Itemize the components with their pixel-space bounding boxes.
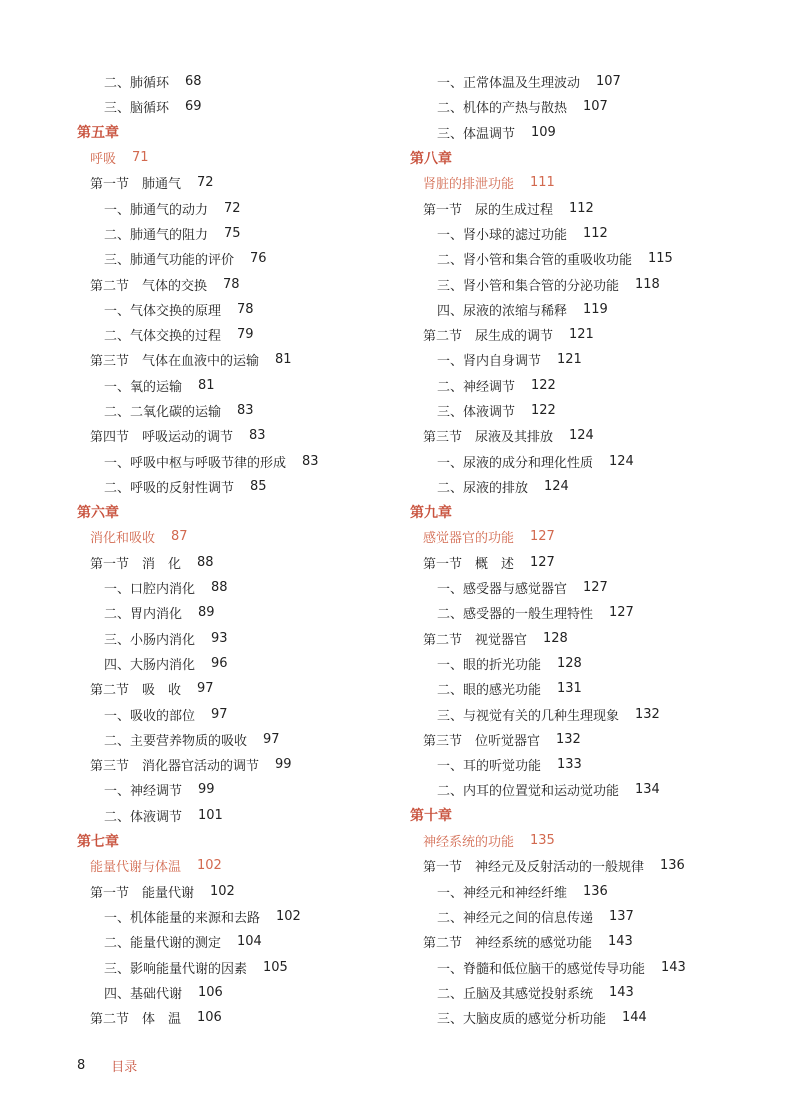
toc-subsection-entry — [410, 676, 750, 701]
toc-entry-title: 三、体液调节 — [437, 405, 516, 420]
toc-entry-title: 二、尿液的排放 — [437, 480, 529, 496]
toc-subsection-entry — [77, 69, 397, 94]
toc-subsection-entry — [77, 246, 397, 271]
toc-entry-title: 第一节 肺通气 — [90, 177, 182, 193]
toc-entry-page: 136 — [583, 883, 608, 899]
toc-entry-page: 97 — [263, 731, 280, 747]
toc-subsection-entry — [410, 297, 750, 322]
toc-subsection-entry — [410, 246, 750, 271]
toc-entry-title: 一、脊髓和低位脑干的感觉传导功能 — [437, 961, 646, 977]
toc-subsection-entry — [77, 322, 397, 347]
toc-entry-title: 肾脏的排泄功能 — [423, 177, 515, 193]
toc-entry-page: 102 — [210, 883, 235, 899]
toc-entry-title: 二、体液调节 — [104, 809, 183, 825]
toc-entry-title: 二、神经调节 — [437, 379, 516, 395]
toc-entry-page: 112 — [583, 225, 608, 241]
toc-entry-page: 121 — [569, 327, 594, 343]
toc-entry-page: 132 — [635, 706, 660, 722]
toc-entry-page: 127 — [583, 580, 608, 596]
toc-entry-page: 134 — [635, 782, 660, 798]
footer-label: 目录 — [111, 1060, 138, 1075]
toc-entry-title: 四、基础代谢 — [104, 986, 183, 1002]
toc-entry-page: 124 — [544, 478, 569, 494]
toc-section-entry — [410, 929, 750, 954]
toc-entry-page: 71 — [132, 150, 149, 166]
toc-entry-title: 三、小肠内消化 — [104, 632, 196, 648]
toc-entry-title: 第一节 能量代谢 — [90, 885, 195, 901]
toc-entry-page: 99 — [275, 757, 292, 773]
toc-entry-title: 第六章 — [77, 504, 119, 521]
toc-subsection-entry — [77, 626, 397, 651]
toc-subsection-entry — [410, 752, 750, 777]
toc-chapter-title — [77, 145, 397, 170]
toc-entry-page: 133 — [557, 757, 582, 773]
toc-entry-title: 三、与视觉有关的几种生理现象 — [437, 708, 620, 724]
toc-subsection-entry — [77, 980, 397, 1005]
toc-chapter-title — [410, 524, 750, 549]
toc-entry-page: 143 — [661, 959, 686, 975]
toc-left-column — [77, 69, 397, 1030]
toc-subsection-entry — [410, 373, 750, 398]
toc-section-entry — [410, 550, 750, 575]
toc-subsection-entry — [77, 727, 397, 752]
toc-subsection-entry — [410, 904, 750, 929]
toc-entry-title: 一、尿液的成分和理化性质 — [437, 455, 594, 471]
toc-entry-title: 二、感受器的一般生理特性 — [437, 607, 594, 623]
toc-entry-page: 121 — [557, 352, 582, 368]
toc-subsection-entry — [77, 904, 397, 929]
toc-entry-title: 一、口腔内消化 — [104, 582, 196, 598]
toc-subsection-entry — [77, 448, 397, 473]
toc-subsection-entry — [77, 94, 397, 119]
toc-entry-title: 第一节 神经元及反射活动的一般规律 — [423, 860, 645, 876]
toc-entry-page: 106 — [197, 1010, 222, 1026]
toc-subsection-entry — [410, 651, 750, 676]
toc-subsection-entry — [410, 474, 750, 499]
toc-chapter-title — [77, 524, 397, 549]
toc-entry-page: 127 — [609, 605, 634, 621]
toc-subsection-entry — [77, 221, 397, 246]
toc-entry-page: 81 — [275, 352, 292, 368]
toc-entry-title: 二、气体交换的过程 — [104, 329, 222, 345]
toc-entry-title: 第一节 尿的生成过程 — [423, 202, 554, 218]
toc-entry-page: 127 — [530, 529, 555, 545]
toc-entry-title: 二、肺循环 — [104, 76, 170, 92]
toc-entry-title: 第三节 消化器官活动的调节 — [90, 759, 260, 775]
toc-section-entry — [410, 626, 750, 651]
toc-entry-page: 102 — [276, 908, 301, 924]
toc-entry-title: 四、大肠内消化 — [104, 657, 196, 673]
toc-subsection-entry — [410, 398, 750, 423]
toc-subsection-entry — [410, 980, 750, 1005]
toc-subsection-entry — [77, 297, 397, 322]
toc-subsection-entry — [410, 448, 750, 473]
toc-entry-title: 能量代谢与体温 — [90, 860, 182, 876]
toc-entry-page: 72 — [197, 175, 214, 191]
toc-entry-title: 第十章 — [410, 808, 452, 825]
toc-entry-title: 一、机体能量的来源和去路 — [104, 910, 261, 926]
toc-chapter-title — [77, 853, 397, 878]
toc-entry-title: 二、呼吸的反射性调节 — [104, 480, 235, 496]
toc-subsection-entry — [77, 398, 397, 423]
toc-entry-title: 第一节 消 化 — [90, 556, 182, 572]
toc-entry-title: 第三节 位听觉器官 — [423, 733, 541, 749]
toc-entry-page: 135 — [530, 833, 555, 849]
toc-entry-title: 一、眼的折光功能 — [437, 657, 542, 673]
toc-entry-page: 87 — [171, 529, 188, 545]
toc-section-entry — [77, 1005, 397, 1030]
toc-entry-title: 二、二氧化碳的运输 — [104, 405, 222, 420]
toc-section-entry — [410, 727, 750, 752]
toc-subsection-entry — [410, 1005, 750, 1030]
toc-subsection-entry — [410, 120, 750, 145]
toc-subsection-entry — [410, 347, 750, 372]
toc-entry-page: 132 — [556, 731, 581, 747]
toc-entry-page: 68 — [185, 74, 202, 90]
toc-subsection-entry — [410, 575, 750, 600]
toc-entry-page: 143 — [609, 984, 634, 1000]
toc-section-entry — [77, 879, 397, 904]
toc-section-entry — [77, 676, 397, 701]
toc-entry-page: 75 — [224, 225, 241, 241]
toc-entry-page: 79 — [237, 327, 254, 343]
toc-entry-page: 83 — [302, 453, 319, 469]
toc-entry-title: 一、肾小球的滤过功能 — [437, 227, 568, 243]
toc-entry-title: 三、肾小管和集合管的分泌功能 — [437, 278, 620, 294]
toc-subsection-entry — [410, 271, 750, 296]
toc-subsection-entry — [410, 954, 750, 979]
toc-entry-page: 107 — [596, 74, 621, 90]
toc-entry-page: 127 — [530, 554, 555, 570]
toc-entry-title: 二、肾小管和集合管的重吸收功能 — [437, 253, 633, 269]
toc-subsection-entry — [77, 600, 397, 625]
toc-subsection-entry — [77, 195, 397, 220]
toc-entry-page: 143 — [608, 934, 633, 950]
toc-entry-title: 神经系统的功能 — [423, 835, 515, 851]
toc-subsection-entry — [410, 777, 750, 802]
toc-entry-page: 81 — [198, 377, 215, 393]
toc-section-entry — [410, 322, 750, 347]
toc-section-entry — [410, 195, 750, 220]
toc-entry-title: 一、气体交换的原理 — [104, 303, 222, 319]
toc-entry-page: 122 — [531, 377, 556, 393]
toc-entry-page: 112 — [569, 200, 594, 216]
toc-section-entry — [410, 853, 750, 878]
toc-entry-title: 消化和吸收 — [90, 531, 156, 547]
toc-entry-page: 115 — [648, 251, 673, 267]
toc-entry-title: 第三节 尿液及其排放 — [423, 430, 554, 446]
toc-entry-title: 一、氧的运输 — [104, 379, 183, 395]
toc-entry-page: 101 — [198, 807, 223, 823]
toc-entry-title: 一、耳的听觉功能 — [437, 759, 542, 775]
toc-subsection-entry — [77, 701, 397, 726]
toc-entry-page: 99 — [198, 782, 215, 798]
toc-entry-page: 137 — [609, 908, 634, 924]
toc-entry-title: 二、眼的感光功能 — [437, 683, 542, 699]
toc-entry-title: 第二节 体 温 — [90, 1012, 182, 1028]
toc-entry-title: 一、肾内自身调节 — [437, 354, 542, 370]
toc-entry-page: 106 — [198, 984, 223, 1000]
toc-entry-title: 第二节 神经系统的感觉功能 — [423, 936, 593, 952]
toc-entry-page: 89 — [198, 605, 215, 621]
toc-subsection-entry — [410, 701, 750, 726]
toc-entry-page: 131 — [557, 681, 582, 697]
toc-entry-title: 三、影响能量代谢的因素 — [104, 961, 248, 977]
toc-entry-page: 76 — [250, 251, 267, 267]
toc-entry-title: 第二节 视觉器官 — [423, 632, 528, 648]
toc-subsection-entry — [77, 954, 397, 979]
toc-entry-page: 119 — [583, 301, 608, 317]
toc-entry-page: 107 — [583, 99, 608, 115]
toc-entry-page: 88 — [211, 580, 228, 596]
toc-entry-title: 二、能量代谢的测定 — [104, 936, 222, 952]
toc-entry-title: 二、胃内消化 — [104, 607, 183, 623]
toc-entry-title: 一、呼吸中枢与呼吸节律的形成 — [104, 455, 287, 471]
toc-entry-title: 二、主要营养物质的吸收 — [104, 733, 248, 749]
toc-entry-title: 第八章 — [410, 150, 452, 167]
toc-entry-page: 97 — [211, 706, 228, 722]
toc-section-entry — [77, 347, 397, 372]
toc-subsection-entry — [410, 600, 750, 625]
toc-section-entry — [77, 170, 397, 195]
toc-chapter-heading — [77, 120, 397, 145]
toc-entry-title: 三、大脑皮质的感觉分析功能 — [437, 1012, 607, 1028]
toc-entry-title: 第一节 概 述 — [423, 556, 515, 572]
toc-subsection-entry — [77, 777, 397, 802]
toc-chapter-heading — [410, 803, 750, 828]
toc-chapter-heading — [410, 145, 750, 170]
toc-entry-title: 一、感受器与感觉器官 — [437, 582, 568, 598]
toc-entry-page: 105 — [263, 959, 288, 975]
toc-entry-title: 第五章 — [77, 125, 119, 142]
toc-section-entry — [77, 550, 397, 575]
toc-entry-title: 二、肺通气的阻力 — [104, 227, 209, 243]
toc-entry-page: 128 — [543, 630, 568, 646]
toc-subsection-entry — [410, 879, 750, 904]
toc-entry-title: 四、尿液的浓缩与稀释 — [437, 303, 568, 319]
toc-entry-title: 二、神经元之间的信息传递 — [437, 910, 594, 926]
toc-entry-title: 一、正常体温及生理波动 — [437, 76, 581, 92]
toc-subsection-entry — [410, 69, 750, 94]
toc-entry-page: 122 — [531, 403, 556, 418]
toc-chapter-title — [410, 170, 750, 195]
toc-entry-page: 144 — [622, 1010, 647, 1026]
toc-entry-title: 感觉器官的功能 — [423, 531, 515, 547]
toc-entry-page: 83 — [249, 428, 266, 444]
toc-entry-page: 124 — [569, 428, 594, 444]
toc-entry-page: 85 — [250, 478, 267, 494]
toc-entry-page: 93 — [211, 630, 228, 646]
toc-entry-page: 83 — [237, 403, 254, 418]
toc-chapter-heading — [410, 499, 750, 524]
footer-page-number: 8 — [77, 1058, 86, 1073]
toc-entry-page: 78 — [237, 301, 254, 317]
toc-entry-title: 一、肺通气的动力 — [104, 202, 209, 218]
toc-subsection-entry — [410, 94, 750, 119]
toc-entry-title: 第四节 呼吸运动的调节 — [90, 430, 234, 446]
toc-entry-page: 72 — [224, 200, 241, 216]
toc-entry-title: 二、内耳的位置觉和运动觉功能 — [437, 784, 620, 800]
toc-subsection-entry — [77, 474, 397, 499]
toc-subsection-entry — [410, 221, 750, 246]
toc-entry-page: 118 — [635, 276, 660, 292]
toc-entry-title: 三、体温调节 — [437, 126, 516, 142]
toc-entry-title: 呼吸 — [90, 152, 117, 168]
toc-entry-page: 109 — [531, 124, 556, 140]
toc-entry-page: 104 — [237, 934, 262, 950]
toc-chapter-title — [410, 828, 750, 853]
toc-entry-page: 136 — [660, 858, 685, 874]
toc-subsection-entry — [77, 575, 397, 600]
toc-section-entry — [77, 423, 397, 448]
toc-entry-title: 第七章 — [77, 833, 119, 850]
toc-entry-page: 111 — [530, 175, 555, 191]
toc-entry-page: 78 — [223, 276, 240, 292]
toc-section-entry — [77, 271, 397, 296]
toc-right-column — [410, 69, 750, 1030]
toc-subsection-entry — [77, 803, 397, 828]
toc-entry-title: 三、脑循环 — [104, 101, 170, 117]
page-footer — [77, 1056, 137, 1075]
toc-entry-title: 第二节 尿生成的调节 — [423, 329, 554, 345]
toc-entry-page: 124 — [609, 453, 634, 469]
toc-chapter-heading — [77, 499, 397, 524]
toc-entry-title: 第三节 气体在血液中的运输 — [90, 354, 260, 370]
toc-section-entry — [410, 423, 750, 448]
toc-entry-title: 三、肺通气功能的评价 — [104, 253, 235, 269]
toc-entry-title: 第二节 气体的交换 — [90, 278, 208, 294]
toc-subsection-entry — [77, 929, 397, 954]
toc-entry-title: 二、丘脑及其感觉投射系统 — [437, 986, 594, 1002]
toc-entry-title: 二、机体的产热与散热 — [437, 101, 568, 117]
toc-entry-title: 一、神经调节 — [104, 784, 183, 800]
toc-entry-page: 97 — [197, 681, 214, 697]
toc-entry-page: 69 — [185, 99, 202, 115]
toc-chapter-heading — [77, 828, 397, 853]
toc-subsection-entry — [77, 651, 397, 676]
toc-entry-page: 102 — [197, 858, 222, 874]
toc-entry-title: 一、神经元和神经纤维 — [437, 885, 568, 901]
toc-entry-page: 96 — [211, 655, 228, 671]
toc-entry-title: 第九章 — [410, 504, 452, 521]
toc-section-entry — [77, 752, 397, 777]
toc-entry-title: 一、吸收的部位 — [104, 708, 196, 724]
toc-entry-page: 128 — [557, 655, 582, 671]
toc-subsection-entry — [77, 373, 397, 398]
toc-entry-title: 第二节 吸 收 — [90, 683, 182, 699]
toc-entry-page: 88 — [197, 554, 214, 570]
